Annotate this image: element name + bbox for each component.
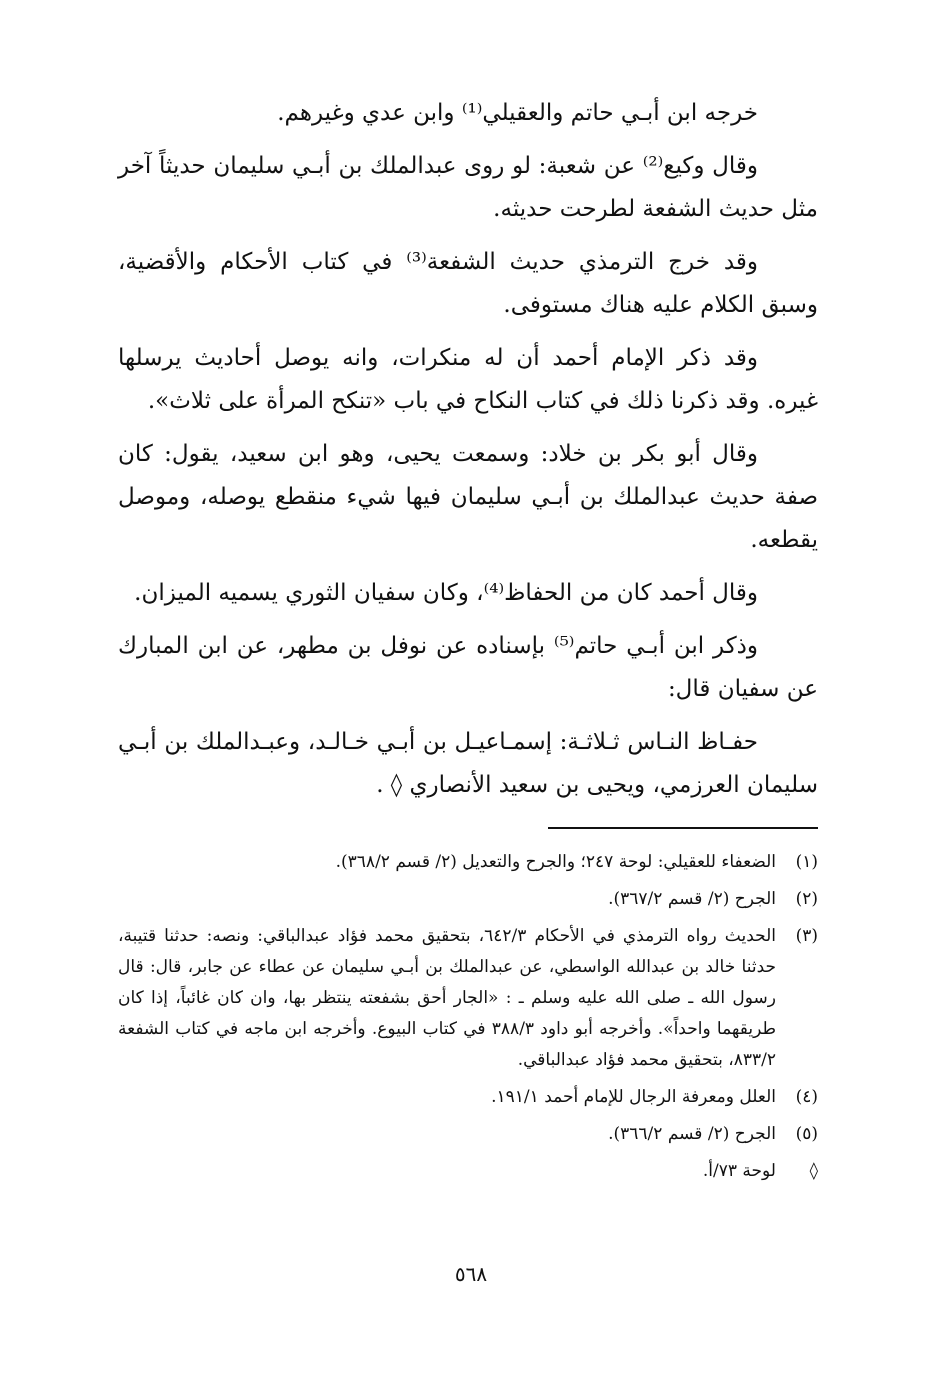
footnote-text: الحديث رواه الترمذي في الأحكام ٦٤٢/٣، بتحقيق محمد فؤاد عبدالباقي: ونصه: حدثنا قتيبة، حدثنا خالد بن عبدالله الواسطي، عن عبدالملك بن أبـي سليمان عن عطاء عن جابر، قال: قال رسول الله ـ صلى الله عليه وسلم ـ : «الجار أحق بشفعته ينتظر بها، وان كان غائباً، إذا كان طريقهما واحداً». وأخرجه أبو داود ٣٨٨/٣ في كتاب البيوع. وأخرجه ابن ماجه في كتاب الشفعة ٨٣٣/٢، بتحقيق محمد فؤاد عبدالباقي. [118, 926, 777, 1070]
footnote-number: (٣) [795, 926, 818, 946]
footnote-divider [548, 827, 818, 829]
footnote-number: (٥) [795, 1124, 818, 1144]
paragraph-7: وذكر ابن أبـي حاتم⁽⁵⁾ بإسناده عن نوفل بن مطهر، عن ابن المبارك عن سفيان قال: [118, 633, 818, 702]
paragraph-1: خرجه ابن أبـي حاتم والعقيلي⁽¹⁾ وابن عدي وغيرهم. [277, 100, 758, 126]
paragraph-6: وقال أحمد كان من الحفاظ⁽⁴⁾، وكان سفيان الثوري يسميه الميزان. [134, 580, 758, 606]
page-body [118, 92, 818, 1193]
footnote-text: الضعفاء للعقيلي: لوحة ٢٤٧؛ والجرح والتعديل (٢/ قسم ٣٦٨/٢). [335, 852, 776, 872]
footnote-1 [118, 847, 818, 878]
footnote-number: (٤) [795, 1087, 818, 1107]
footnote-2 [118, 884, 818, 915]
footnote-4 [118, 1082, 818, 1113]
footnote-5 [118, 1119, 818, 1150]
footnotes [118, 847, 818, 1187]
paragraph-3: وقد خرج الترمذي حديث الشفعة⁽³⁾ في كتاب الأحكام والأقضية، وسبق الكلام عليه هناك مستوفى. [118, 249, 818, 318]
paragraph-4: وقد ذكر الإمام أحمد أن له منكرات، وانه يوصل أحاديث يرسلها غيره. وقد ذكرنا ذلك في كتاب النكاح في باب «تنكح المرأة على ثلاث». [118, 345, 818, 414]
footnote-number: (٢) [795, 889, 818, 909]
paragraph-8-quote: حفـاظ النـاس ثـلاثـة: إسمـاعيـل بن أبـي خـالـد، وعبـدالملك بن أبـي سليمان العرزمي، ويحيى بن سعيد الأنصاري ◊ . [118, 729, 818, 798]
page-number: ٥٦٨ [454, 1262, 488, 1286]
footnote-text: لوحة ٧٣/أ. [702, 1161, 776, 1181]
footnote-text: الجرح (٢/ قسم ٣٦٧/٢). [608, 889, 776, 909]
paragraph-2: وقال وكيع⁽²⁾ عن شعبة: لو روى عبدالملك بن أبـي سليمان حديثاً آخر مثل حديث الشفعة لطرحت حديثه. [118, 153, 818, 222]
footnote-marker: ◊ [809, 1161, 818, 1181]
footnote-3 [118, 921, 818, 1076]
paragraph-5: وقال أبو بكر بن خلاد: وسمعت يحيى، وهو ابن سعيد، يقول: كان صفة حديث عبدالملك بن أبـي سليمان فيها شيء منقطع يوصله، وموصل يقطعه. [118, 441, 818, 553]
footnote-number: (١) [795, 852, 818, 872]
footnote-text: الجرح (٢/ قسم ٣٦٦/٢). [608, 1124, 776, 1144]
footnote-text: العلل ومعرفة الرجال للإمام أحمد ١٩١/١. [491, 1087, 776, 1107]
footnote-6 [118, 1156, 818, 1187]
